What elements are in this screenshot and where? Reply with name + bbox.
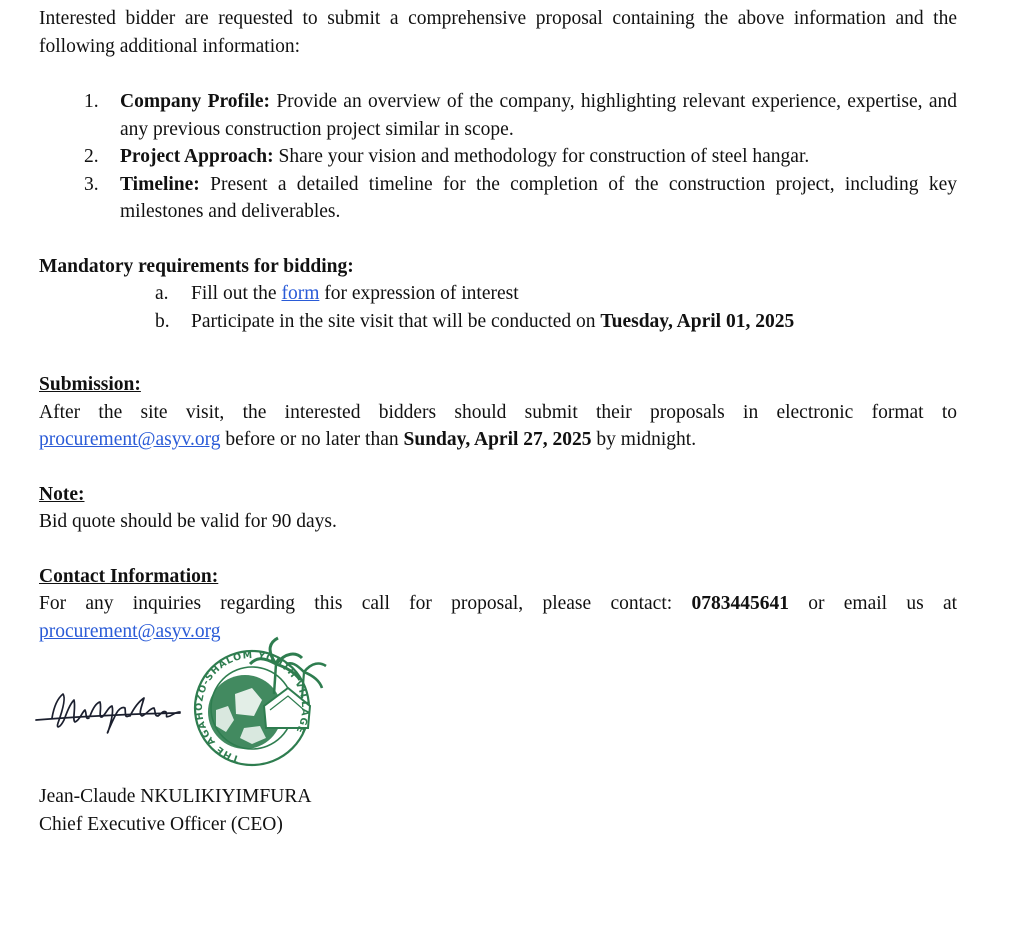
- item-title: Company Profile:: [120, 91, 271, 112]
- item-text: Present a detailed timeline for the completion of the construction project, including key milestones and deliverables.: [120, 173, 958, 222]
- list-marker: 3.: [84, 173, 99, 195]
- item-title: Project Approach:: [120, 146, 274, 167]
- contact-text: For any inquiries regarding this call for proposal, please contact:: [39, 593, 673, 614]
- mandatory-requirements-list: [39, 280, 957, 335]
- list-item: [39, 143, 957, 171]
- signer-name: Jean-Claude NKULIKIYIMFURA: [39, 786, 312, 807]
- procurement-email-link[interactable]: procurement@asyv.org: [39, 429, 221, 450]
- company-stamp-icon: [194, 638, 326, 765]
- submission-text: before or no later than: [225, 429, 399, 450]
- submission-heading: Submission:: [39, 374, 141, 395]
- list-marker: a.: [155, 283, 169, 304]
- stamp-text: THE AGAHOZO-SHALOM YOUTH VILLAGE: [193, 649, 311, 765]
- item-text-after: for expression of interest: [324, 283, 519, 304]
- signature-stamp-graphic: [30, 628, 330, 788]
- document-page: [39, 5, 957, 645]
- contact-phone: 0783445641: [691, 593, 789, 614]
- submission-deadline: Sunday, April 27, 2025: [403, 429, 592, 450]
- list-marker: b.: [155, 310, 170, 332]
- submission-text-end: by midnight.: [596, 429, 697, 450]
- list-marker: 2.: [84, 146, 99, 167]
- signature-stamp-block: [30, 628, 330, 788]
- list-item: [39, 308, 957, 336]
- signer-block: [39, 783, 311, 838]
- site-visit-date: Tuesday, April 01, 2025: [600, 310, 795, 332]
- list-item: [39, 280, 957, 308]
- form-link[interactable]: form: [281, 283, 320, 304]
- signature-icon: [36, 694, 180, 733]
- item-title: Timeline:: [120, 173, 200, 195]
- note-text: Bid quote should be valid for 90 days.: [39, 511, 337, 532]
- list-marker: 1.: [84, 91, 99, 112]
- mandatory-heading: Mandatory requirements for bidding:: [39, 255, 354, 277]
- note-heading: Note:: [39, 483, 85, 505]
- intro-paragraph: Interested bidder are requested to submit a comprehensive proposal containing the above information and the following additional information:: [39, 8, 957, 57]
- submission-section: [39, 371, 957, 454]
- item-text-before: Fill out the: [191, 283, 277, 304]
- contact-line: [39, 590, 957, 618]
- item-text: Participate in the site visit that will be conducted on: [191, 310, 596, 332]
- contact-heading: Contact Information:: [39, 565, 219, 587]
- list-item: [39, 88, 957, 143]
- submission-line: [39, 426, 957, 454]
- note-section: [39, 481, 957, 536]
- item-text: Share your vision and methodology for construction of steel hangar.: [278, 146, 810, 167]
- item-text: Provide an overview of the company, highlighting relevant experience, expertise, and any previous construction project similar in scope.: [120, 91, 957, 140]
- contact-email-link[interactable]: procurement@asyv.org: [39, 620, 221, 642]
- signer-role: Chief Executive Officer (CEO): [39, 813, 283, 835]
- list-item: [39, 171, 957, 226]
- proposal-requirements-list: [39, 88, 957, 226]
- submission-line: After the site visit, the interested bidders should submit their proposals in electronic format to: [39, 401, 957, 423]
- contact-or-text: or email us at: [808, 593, 958, 614]
